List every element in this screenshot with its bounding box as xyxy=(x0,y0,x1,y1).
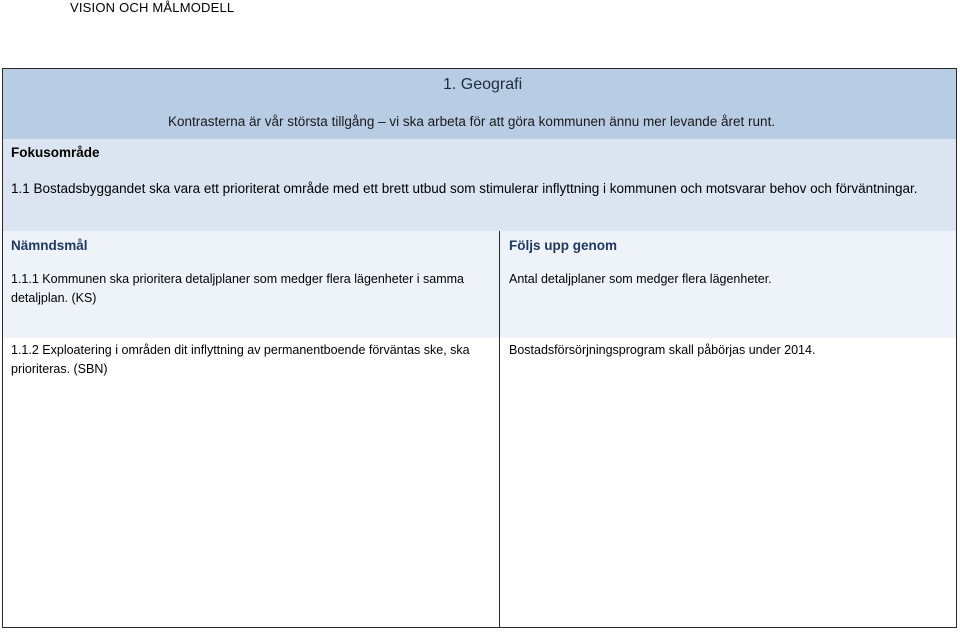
followup-column-header: Följs upp genom xyxy=(509,238,617,253)
focus-area-label: Fokusområde xyxy=(11,145,100,160)
vision-table xyxy=(2,68,957,628)
focus-area-row xyxy=(3,139,956,232)
goal-column-header: Nämndsmål xyxy=(11,238,88,253)
focus-area-text: 1.1 Bostadsbyggandet ska vara ett prioriterat område med ett brett utbud som stimulerar inflyttning i kommunen och motsvarar behov och förväntningar. xyxy=(11,181,918,196)
followup-cell: Antal detaljplaner som medger flera lägenheter. xyxy=(509,272,772,286)
document-header: VISION OCH MÅLMODELL xyxy=(70,0,235,15)
table-row xyxy=(3,338,956,627)
title-row xyxy=(3,69,956,140)
followup-cell: Bostadsförsörjningsprogram skall påbörjas under 2014. xyxy=(509,343,816,357)
section-subtitle: Kontrasterna är vår största tillgång – vi ska arbeta för att göra kommunen ännu mer levande året runt. xyxy=(168,114,776,129)
goal-cell: 1.1.2 Exploatering i områden dit inflyttning av permanentboende förväntas ske, ska prioriteras. (SBN) xyxy=(11,343,470,376)
goal-cell: 1.1.1 Kommunen ska prioritera detaljplaner som medger flera lägenheter i samma detaljplan. (KS) xyxy=(11,272,465,305)
column-divider xyxy=(499,231,500,627)
table-row xyxy=(3,231,956,339)
section-title: 1. Geografi xyxy=(443,76,523,93)
